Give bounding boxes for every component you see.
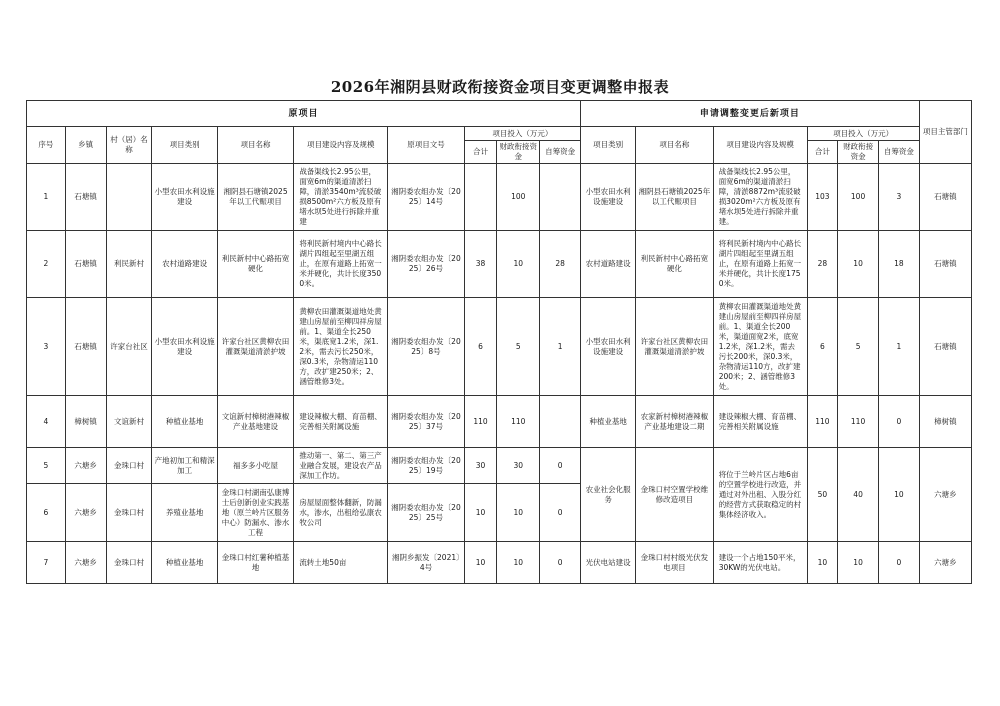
name-cell: 金珠口村湖南弘康博士后创新创业实践基地（原兰岭片区服务中心）防漏水、渗水工程 <box>217 484 294 542</box>
new-category-cell: 小型农田水利设施建设 <box>581 164 636 231</box>
content-cell: 建设辣椒大棚、育苗棚、完善相关附属设施 <box>294 396 388 448</box>
new-category-cell: 种植业基地 <box>581 396 636 448</box>
total-cell: 10 <box>464 542 497 584</box>
self-cell: 0 <box>540 484 581 542</box>
table-row <box>27 448 972 484</box>
category-cell: 种植业基地 <box>152 542 217 584</box>
total-cell: 30 <box>464 448 497 484</box>
doc-cell: 湘阴委农组办发〔2025〕26号 <box>388 231 465 298</box>
seq-cell: 4 <box>27 396 66 448</box>
town-cell: 六塘乡 <box>65 448 106 484</box>
seq-cell: 2 <box>27 231 66 298</box>
new-category-header: 项目类别 <box>581 127 636 164</box>
category-cell: 农村道路建设 <box>152 231 217 298</box>
total-cell: 6 <box>464 298 497 396</box>
dept-cell: 石塘镇 <box>919 164 971 231</box>
new-project-header: 申请调整变更后新项目 <box>581 101 920 127</box>
name-cell: 文谊新村樟树港辣椒产业基地建设 <box>217 396 294 448</box>
dept-cell: 六塘乡 <box>919 448 971 542</box>
new-name-cell: 利民新村中心路拓宽硬化 <box>636 231 714 298</box>
content-cell: 战备渠线长2.95公里，面宽6m的渠道清淤扫障，清淤3540m³流驳破损8500m²六方板及原有堵水坝5处进行拆除并重建 <box>294 164 388 231</box>
self-header: 自筹资金 <box>540 141 581 164</box>
new-category-cell: 小型农田水利设施建设 <box>581 298 636 396</box>
new-category-cell: 农村道路建设 <box>581 231 636 298</box>
town-cell: 六塘乡 <box>65 484 106 542</box>
new-category-cell: 光伏电站建设 <box>581 542 636 584</box>
category-cell: 产地初加工和精深加工 <box>152 448 217 484</box>
new-investment-header: 项目投入（万元） <box>807 127 919 141</box>
new-self-cell: 0 <box>878 542 919 584</box>
new-self-cell: 1 <box>878 298 919 396</box>
new-self-cell: 10 <box>878 448 919 542</box>
new-content-cell: 战备渠线长2.95公里，面宽6m的渠道清淤扫障，清淤8872m³流驳破损3020m²六方板及原有堵水坝5处进行拆除并重建。 <box>713 164 807 231</box>
category-cell: 小型农田水利设施建设 <box>152 298 217 396</box>
dept-cell: 樟树镇 <box>919 396 971 448</box>
new-content-cell: 黄柳农田灌溉渠道地处黄建山房屋前至柳四祥房屋前。1、渠道全长200米，渠道面宽2米，底宽1.2米，深1.2米，需去污长200米，深0.3米，杂物清运110方，改扩建200米；2、涵管维修3处。 <box>713 298 807 396</box>
fiscal-cell: 10 <box>497 231 540 298</box>
seq-cell: 6 <box>27 484 66 542</box>
new-name-cell: 湘阴县石塘镇2025年以工代赈项目 <box>636 164 714 231</box>
new-total-cell: 110 <box>807 396 838 448</box>
content-cell: 将利民新村境内中心路长湖片四组起至里湖五组止，在原有道路上拓宽一米并硬化，共计长度3500米。 <box>294 231 388 298</box>
self-cell: 1 <box>540 298 581 396</box>
new-self-cell: 0 <box>878 396 919 448</box>
dept-cell: 石塘镇 <box>919 298 971 396</box>
new-total-cell: 103 <box>807 164 838 231</box>
content-header: 项目建设内容及规模 <box>294 127 388 164</box>
town-header: 乡镇 <box>65 127 106 164</box>
name-header: 项目名称 <box>217 127 294 164</box>
new-fiscal-cell: 10 <box>838 542 879 584</box>
doc-header: 原项目文号 <box>388 127 465 164</box>
fiscal-cell: 10 <box>497 542 540 584</box>
new-total-cell: 6 <box>807 298 838 396</box>
village-header: 村（居）名称 <box>106 127 152 164</box>
table-row <box>27 542 972 584</box>
fiscal-cell: 10 <box>497 484 540 542</box>
new-self-cell: 18 <box>878 231 919 298</box>
new-total-header: 合计 <box>807 141 838 164</box>
new-name-cell: 许家台社区黄柳农田灌溉渠道清淤护坡 <box>636 298 714 396</box>
seq-cell: 5 <box>27 448 66 484</box>
original-project-header: 原项目 <box>27 101 581 127</box>
content-cell: 流转土地50亩 <box>294 542 388 584</box>
new-fiscal-cell: 100 <box>838 164 879 231</box>
seq-cell: 7 <box>27 542 66 584</box>
doc-cell: 湘阴委农组办发〔2025〕19号 <box>388 448 465 484</box>
total-header: 合计 <box>464 141 497 164</box>
self-cell <box>540 164 581 231</box>
new-content-cell: 建设一个占地150平米，30KW的光伏电站。 <box>713 542 807 584</box>
new-fiscal-cell: 110 <box>838 396 879 448</box>
village-cell: 许家台社区 <box>106 298 152 396</box>
new-self-cell: 3 <box>878 164 919 231</box>
new-total-cell: 10 <box>807 542 838 584</box>
content-cell: 推动第一、第二、第三产业融合发展，建设农产品深加工作坊。 <box>294 448 388 484</box>
new-total-cell: 28 <box>807 231 838 298</box>
name-cell: 福多多小吃屋 <box>217 448 294 484</box>
fiscal-cell: 100 <box>497 164 540 231</box>
category-cell: 种植业基地 <box>152 396 217 448</box>
table-row <box>27 164 972 231</box>
new-fiscal-cell: 40 <box>838 448 879 542</box>
new-content-header: 项目建设内容及规模 <box>713 127 807 164</box>
new-fiscal-cell: 5 <box>838 298 879 396</box>
page-title: 2026年湘阴县财政衔接资金项目变更调整申报表 <box>330 78 670 96</box>
new-content-cell: 将位于兰岭片区占地6亩的空置学校进行改造，并通过对外出租、入股分红的经营方式获取稳定的村集体经济收入。 <box>713 448 807 542</box>
fiscal-cell: 5 <box>497 298 540 396</box>
new-self-header: 自筹资金 <box>878 141 919 164</box>
total-cell: 10 <box>464 484 497 542</box>
doc-cell: 湘阴委农组办发〔2025〕14号 <box>388 164 465 231</box>
total-cell: 38 <box>464 231 497 298</box>
dept-cell: 六塘乡 <box>919 542 971 584</box>
total-cell: 110 <box>464 396 497 448</box>
content-cell: 房屋屋面整体翻新，防漏水，渗水，出租给弘康农牧公司 <box>294 484 388 542</box>
doc-cell: 湘阴乡振发〔2021〕4号 <box>388 542 465 584</box>
self-cell <box>540 396 581 448</box>
town-cell: 石塘镇 <box>65 231 106 298</box>
table-row <box>27 298 972 396</box>
town-cell: 石塘镇 <box>65 298 106 396</box>
village-cell: 金珠口村 <box>106 484 152 542</box>
doc-cell: 湘阴委农组办发〔2025〕25号 <box>388 484 465 542</box>
adjustment-table <box>26 100 972 584</box>
total-cell <box>464 164 497 231</box>
new-name-cell: 金珠口村村级光伏发电项目 <box>636 542 714 584</box>
self-cell: 0 <box>540 448 581 484</box>
name-cell: 利民新村中心路拓宽硬化 <box>217 231 294 298</box>
table-row <box>27 231 972 298</box>
village-cell: 金珠口村 <box>106 542 152 584</box>
new-content-cell: 建设辣椒大棚、育苗棚、完善相关附属设施 <box>713 396 807 448</box>
new-name-cell: 农家新村樟树港辣椒产业基地建设二期 <box>636 396 714 448</box>
category-cell: 养殖业基地 <box>152 484 217 542</box>
village-cell: 金珠口村 <box>106 448 152 484</box>
name-cell: 许家台社区黄柳农田灌溉渠道清淤护坡 <box>217 298 294 396</box>
name-cell: 金珠口村红薯种植基地 <box>217 542 294 584</box>
category-cell: 小型农田水利设施建设 <box>152 164 217 231</box>
town-cell: 六塘乡 <box>65 542 106 584</box>
investment-header: 项目投入（万元） <box>464 127 580 141</box>
new-total-cell: 50 <box>807 448 838 542</box>
dept-cell: 石塘镇 <box>919 231 971 298</box>
town-cell: 石塘镇 <box>65 164 106 231</box>
self-cell: 0 <box>540 542 581 584</box>
seq-cell: 3 <box>27 298 66 396</box>
town-cell: 樟树镇 <box>65 396 106 448</box>
village-cell: 文谊新村 <box>106 396 152 448</box>
new-fiscal-header: 财政衔接资金 <box>838 141 879 164</box>
content-cell: 黄柳农田灌溉渠道地处黄建山房屋前至柳四祥房屋前。1、渠道全长250米，渠底宽1.2米，深1.2米，需去污长250米，深0.3米，杂物清运110方，改扩建250米；2、涵管维修3处。 <box>294 298 388 396</box>
new-content-cell: 将利民新村境内中心路长湖片四组起至里湖五组止，在原有道路上拓宽一米并硬化，共计长度1750米。 <box>713 231 807 298</box>
village-cell <box>106 164 152 231</box>
new-name-header: 项目名称 <box>636 127 714 164</box>
new-name-cell: 金珠口村空置学校维修改造项目 <box>636 448 714 542</box>
doc-cell: 湘阴委农组办发〔2025〕37号 <box>388 396 465 448</box>
dept-header: 项目主管部门 <box>919 101 971 164</box>
village-cell: 利民新村 <box>106 231 152 298</box>
new-fiscal-cell: 10 <box>838 231 879 298</box>
self-cell: 28 <box>540 231 581 298</box>
fiscal-header: 财政衔接资金 <box>497 141 540 164</box>
name-cell: 湘阴县石塘镇2025年以工代赈项目 <box>217 164 294 231</box>
seq-cell: 1 <box>27 164 66 231</box>
table-row <box>27 396 972 448</box>
new-category-cell: 农业社会化服务 <box>581 448 636 542</box>
fiscal-cell: 110 <box>497 396 540 448</box>
category-header: 项目类别 <box>152 127 217 164</box>
fiscal-cell: 30 <box>497 448 540 484</box>
seq-header: 序号 <box>27 127 66 164</box>
doc-cell: 湘阴委农组办发〔2025〕8号 <box>388 298 465 396</box>
